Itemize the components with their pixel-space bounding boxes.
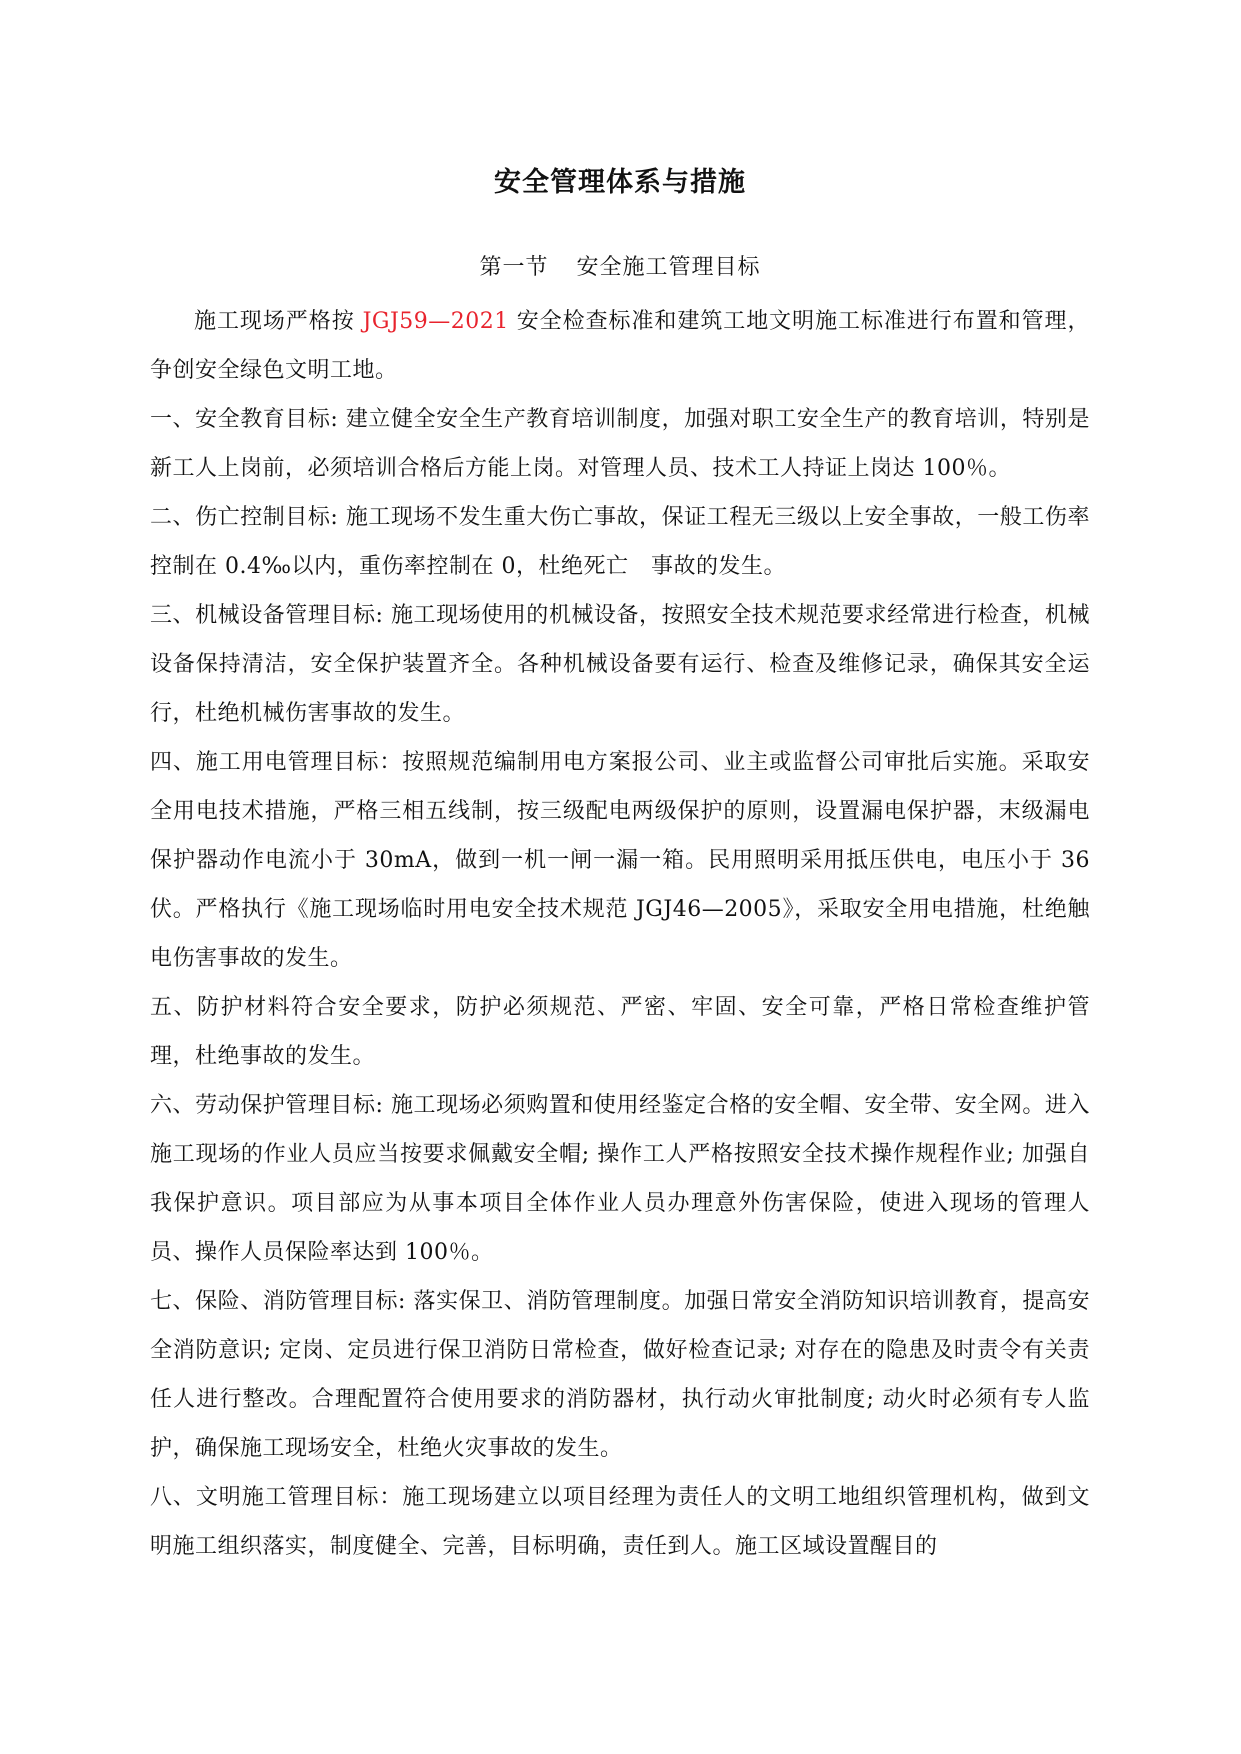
goal-item-protective-materials: 五、防护材料符合安全要求，防护必须规范、严密、牢固、安全可靠，严格日常检查维护管理，杜绝事故的发生。 <box>150 995 1090 1069</box>
document-page <box>150 0 1090 1754</box>
intro-text-before: 施工现场严格按 <box>194 309 363 334</box>
goal-item-safety-education: 一、安全教育目标: 建立健全安全生产教育培训制度，加强对职工安全生产的教育培训，特别是新工人上岗前，必须培训合格后方能上岗。对管理人员、技术工人持证上岗达 100％。 <box>150 407 1090 481</box>
section-number: 第一节 <box>479 255 549 280</box>
goal-item-labor-protection: 六、劳动保护管理目标: 施工现场必须购置和使用经鉴定合格的安全帽、安全带、安全网。进入施工现场的作业人员应当按要求佩戴安全帽; 操作工人严格按照安全技术操作规程作业; 加强自我保护意识。项目部应为从事本项目全体作业人员办理意外伤害保险，使进入现场的管理人员、操作人员保险率达到 100％。 <box>150 1093 1090 1265</box>
document-body <box>150 297 1090 1571</box>
goal-item-electricity-management: 四、施工用电管理目标：按照规范编制用电方案报公司、业主或监督公司审批后实施。采取安全用电技术措施，严格三相五线制，按三级配电两级保护的原则，设置漏电保护器，末级漏电保护器动作电流小于 30mA，做到一机一闸一漏一箱。民用照明采用抵压供电，电压小于 36 伏。严格执行《施工现场临时用电安全技术规范 JGJ46—2005》，采取安全用电措施，杜绝触电伤害事故的发生。 <box>150 750 1090 971</box>
intro-text-after: 安全检查标准和建筑工地文明施工标准进行布置和管理，争创安全绿色文明工地。 <box>150 309 1091 383</box>
goal-item-fire-security: 七、保险、消防管理目标: 落实保卫、消防管理制度。加强日常安全消防知识培训教育，提高安全消防意识; 定岗、定员进行保卫消防日常检查，做好检查记录; 对存在的隐患及时责令有关责任人进行整改。合理配置符合使用要求的消防器材，执行动火审批制度; 动火时必须有专人监护，确保施工现场安全，杜绝火灾事故的发生。 <box>150 1289 1090 1461</box>
section-name: 安全施工管理目标 <box>576 255 761 280</box>
intro-paragraph <box>150 297 1090 395</box>
standard-code-highlight: JGJ59—2021 <box>362 309 509 334</box>
goal-item-civilized-construction: 八、文明施工管理目标：施工现场建立以项目经理为责任人的文明工地组织管理机构，做到文明施工组织落实，制度健全、完善，目标明确，责任到人。施工区域设置醒目的 <box>150 1485 1090 1559</box>
document-title: 安全管理体系与措施 <box>494 167 746 198</box>
section-heading <box>150 250 1090 281</box>
goal-item-casualty-control: 二、伤亡控制目标: 施工现场不发生重大伤亡事故，保证工程无三级以上安全事故，一般工伤率控制在 0.4‰以内，重伤率控制在 0，杜绝死亡 事故的发生。 <box>150 505 1090 579</box>
goal-item-machinery-management: 三、机械设备管理目标: 施工现场使用的机械设备，按照安全技术规范要求经常进行检查，机械设备保持清洁，安全保护装置齐全。各种机械设备要有运行、检查及维修记录，确保其安全运行，杜绝机械伤害事故的发生。 <box>150 603 1090 726</box>
